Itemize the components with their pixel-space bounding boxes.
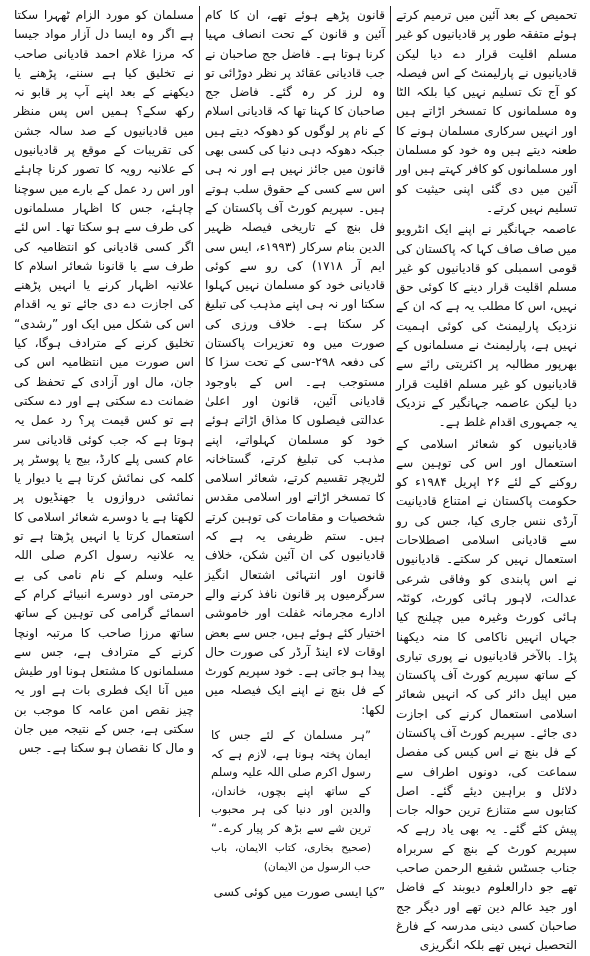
- column-paragraph: قادیانیوں کو شعائر اسلامی کے استعمال اور اس کی توہین سے روکنے کے لئے ۲۶ اپریل ۱۹۸۴ء کو حکومت پاکستان نے امتناع قادیانیت آرڈی ننس جاری کیا، جس کی رو سے قادیانی اسلامی اصطلاحات استعمال نہیں کر سکتے۔ قادیانیوں نے اس پابندی کو وفاقی شرعی عدالت، لاہور ہائی کورٹ، کوئٹہ ہائی کورٹ وغیرہ میں چیلنج کیا جہاں انہیں ناکامی کا منہ دیکھنا پڑا۔ بالآخر قادیانیوں نے پوری تیاری کے ساتھ سپریم کورٹ آف پاکستان میں اپیل دائر کی کہ انہیں شعائر اسلامی استعمال کرنے کی اجازت دی جائے۔ سپریم کورٹ آف پاکستان کے فل بنچ نے اس کیس کی مفصل سماعت کی، دونوں اطراف سے دلائل و براہین دیئے گئے۔ اصل کتابوں سے متنازع ترین حوالہ جات پیش کئے گئے۔ یہ بھی یاد رہے کہ سپریم کورٹ کے بنچ کے سربراہ جناب جسٹس شفیع الرحمن صاحب تھے جو دارالعلوم دیوبند کے فاضل اور جید عالم دین تھے اور دیگر جج صاحبان کسی دینی مدرسہ کے فارغ التحصیل نہیں تھے بلکہ انگریزی: [396, 436, 577, 953]
- column-paragraph: عاصمہ جہانگیر نے اپنے ایک انٹرویو میں صاف صاف کہا کہ پاکستان کی قومی اسمبلی کو قادیانیوں کو غیر مسلم اقلیت قرار دینے کا کوئی حق نہیں، اس کا مطلب یہ ہے کہ ان کے نزدیک پارلیمنٹ کی کوئی اہمیت نہیں ہے، پارلیمنٹ نے مسلمانوں کے بھرپور مطالبہ پر اکثریتی رائے سے قادیانیوں کو غیر مسلم اقلیت قرار دیا لیکن عاصمہ جہانگیر کے نزدیک یہ جمہوری اقدام غلط ہے۔: [396, 222, 577, 430]
- quote-source: (صحیح بخاری، کتاب الایمان، باب حب الرسول من الایمان): [211, 841, 371, 874]
- hadith-quote: [211, 726, 371, 877]
- column-paragraph: ”کیا ایسی صورت میں کوئی کسی: [213, 884, 385, 899]
- column-paragraph: مسلمان کو مورد الزام ٹھہرا سکتا ہے اگر وہ ایسا دل آزار مواد جیسا کہ مرزا غلام احمد قادیانی صاحب نے تخلیق کیا ہے سننے، پڑھنے یا دیکھنے کے بعد اپنے آپ پر قابو نہ رکھ سکے؟ ہمیں اس پس منظر میں قادیانیوں کے صد سالہ جشن کی تقریبات کے موقع پر قادیانیوں کے علانیہ رویہ کا تصور کرنا چاہئے اور اس رد عمل کے بارے میں سوچنا چاہئے، جس کا اظہار مسلمانوں کی طرف سے ہو سکتا تھا۔ اس لئے اگر کسی قادیانی کو انتظامیہ کی طرف سے یا قانونا شعائر اسلام کا علانیہ اظہار کرنے یا انہیں پڑھنے کی اجازت دے دی جائے تو یہ اقدام اس کی شکل میں ایک اور ”رشدی“ تخلیق کرنے کے مترادف ہوگا، کیا اس صورت میں انتظامیہ اس کی جان، مال اور آزادی کے تحفظ کی ضمانت دے سکتی ہے اور دے سکتی ہے تو کس قیمت پر؟ رد عمل یہ ہوتا ہے کہ جب کوئی قادیانی سر عام کسی پلے کارڈ، بیج یا پوسٹر پر کلمہ کی نمائش کرتا ہے یا دیوار یا نمائشی دروازوں یا جھنڈیوں پر لکھتا ہے یا دوسرے شعائر اسلامی کا استعمال کرتا یا انہیں پڑھتا ہے تو یہ علانیہ رسول اکرم صلی اللہ علیہ وسلم کے نام نامی کی بے حرمتی اور دوسرے انبیائے کرام کے اسمائے گرامی کی توہین کے ساتھ ساتھ مرزا صاحب کا مرتبہ اونچا کرنے کے مترادف ہے، جس سے مسلمانوں کا مشتعل ہونا اور طیش میں آنا ایک فطری بات ہے اور یہ چیز نقص امن عامہ کا موجب بن سکتی ہے، جس کے نتیجہ میں جان و مال کا نقصان ہو سکتا ہے۔ جس: [14, 8, 194, 756]
- article-column-middle: [200, 6, 391, 899]
- quote-text: ”ہر مسلمان کے لئے جس کا ایمان پختہ ہونا ہے، لازم ہے کہ رسول اکرم صلی اللہ علیہ وسلم کے ساتھ اپنے بچوں، خاندان، والدین اور دنیا کی ہر محبوب ترین شے سے بڑھ کر پیار کرے۔“: [211, 727, 371, 835]
- article-column-left: [9, 6, 200, 817]
- column-paragraph: قانون پڑھے ہوئے تھے، ان کا کام آئین و قانون کے تحت انصاف مہیا کرنا ہوتا ہے۔ فاضل جج صاحبان نے جب قادیانی عقائد پر نظر دوڑائی تو وہ لرز کر رہ گئے۔ فاضل جج صاحبان کا کہنا تھا کہ قادیانی اسلام کے نام پر لوگوں کو دھوکہ دیتے ہیں جبکہ دھوکہ دہی دنیا کی کسی بھی قانون میں جائز نہیں ہے اور نہ ہی اس سے کسی کے حقوق سلب ہوتے ہیں۔ سپریم کورٹ آف پاکستان کے فل بنچ کے تاریخی فیصلہ ظہیر الدین بنام سرکار (۱۹۹۳ء، ایس سی ایم آر ۱۷۱۸) کی رو سے کوئی قادیانی خود کو مسلمان نہیں کہلوا سکتا اور نہ ہی اپنے مذہب کی تبلیغ کر سکتا ہے۔ خلاف ورزی کی صورت میں وہ تعزیرات پاکستان کی دفعہ ۲۹۸-سی کے تحت سزا کا مستوجب ہے۔ اس کے باوجود قادیانی آئین، قانون اور اعلیٰ عدالتی فیصلوں کا مذاق اڑاتے ہوئے خود کو مسلمان کہلواتے، اپنے مذہب کی تبلیغ کرتے، گستاخانہ لٹریچر تقسیم کرتے، شعائر اسلامی کا تمسخر اڑاتے اور اسلامی مقدس شخصیات و مقامات کی توہین کرتے ہیں۔ ستم ظریفی یہ ہے کہ قادیانیوں کی ان آئین شکن، خلاف قانون اور انتہائی اشتعال انگیز سرگرمیوں پر قانون نافذ کرنے والے ادارے مجرمانہ غفلت اور خاموشی اختیار کئے ہوئے ہیں، جس سے بعض اوقات لاء اینڈ آرڈر کی صورت حال پیدا ہو جاتی ہے۔ خود سپریم کورٹ کے فل بنچ نے اپنے ایک فیصلہ میں لکھا:: [205, 8, 385, 717]
- article-column-right: [391, 6, 582, 953]
- column-paragraph: تحمیص کے بعد آئین میں ترمیم کرتے ہوئے متفقہ طور پر قادیانیوں کو غیر مسلم اقلیت قرار دے دیا لیکن قادیانیوں نے پارلیمنٹ کے اس فیصلہ کو آج تک تسلیم نہیں کیا بلکہ الٹا وہ مسلمانوں کا تمسخر اڑاتے ہیں اور انہیں سرکاری مسلمان ہونے کا طعنہ دیتے ہیں وہ خود کو مسلمان اور مسلمانوں کو کافر کہتے ہیں اور آئین میں دی گئی اپنی حیثیت کو تسلیم نہیں کرتے۔: [395, 8, 577, 215]
